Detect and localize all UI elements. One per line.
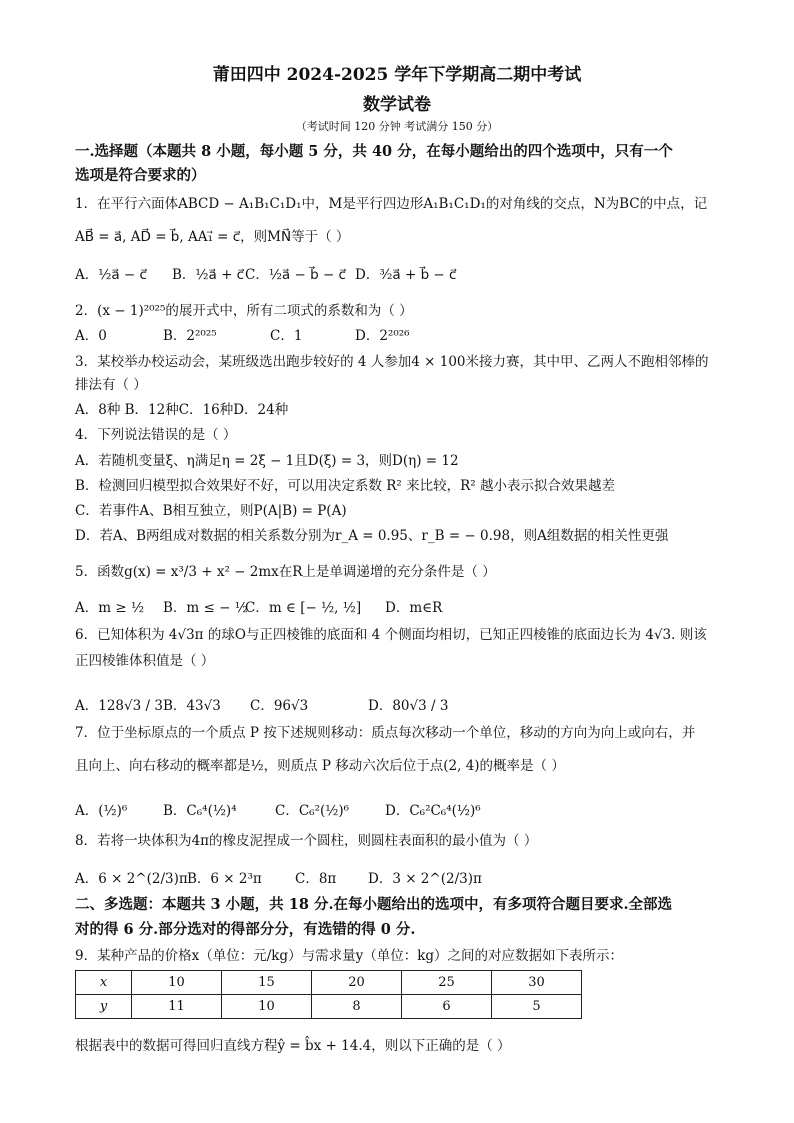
q8-option-d: D．3 × 2^(2/3)π bbox=[368, 871, 482, 887]
q1-option-b: B．½a⃗ + c⃗ bbox=[172, 267, 245, 283]
q1-stem-line2: AB⃗ = a⃗, AD⃗ = b⃗, AA₁⃗ = c⃗，则MN⃗等于（ ） bbox=[75, 229, 350, 245]
q9-stem: 9．某种产品的价格x（单位：元/kg）与需求量y（单位：kg）之间的对应数据如下表所示： bbox=[75, 948, 624, 964]
q1-stem-line1: 1．在平行六面体ABCD − A₁B₁C₁D₁中，M是平行四边形A₁B₁C₁D₁的对角线的交点，N为BC的中点，记 bbox=[75, 196, 708, 212]
table-cell: x bbox=[76, 971, 132, 995]
q1-option-d: D．³⁄₂a⃗ + b⃗ − c⃗ bbox=[355, 267, 457, 283]
q6-option-d: D．80√3 / 3 bbox=[368, 698, 449, 714]
q2-option-a: A．0 bbox=[75, 328, 107, 344]
q8-option-b: B．6 × 2³π bbox=[187, 871, 262, 887]
q2-option-c: C．1 bbox=[270, 328, 303, 344]
q7-option-b: B．C₆⁴(½)⁴ bbox=[163, 803, 237, 819]
table-cell: 6 bbox=[402, 995, 492, 1019]
q6-option-a: A．128√3 / 3 bbox=[75, 698, 163, 714]
table-cell: 20 bbox=[312, 971, 402, 995]
table-cell: 11 bbox=[132, 995, 222, 1019]
table-cell: 10 bbox=[222, 995, 312, 1019]
q5-stem: 5．函数g(x) = x³/3 + x² − 2mx在R上是单调递增的充分条件是（ ） bbox=[75, 564, 496, 580]
q8-option-c: C．8π bbox=[295, 871, 337, 887]
q7-option-c: C．C₆²(½)⁶ bbox=[275, 803, 350, 819]
q3-options: A．8种 B．12种C．16种D．24种 bbox=[75, 402, 289, 418]
q4-option-d: D．若A、B两组成对数据的相关系数分别为r_A = 0.95、r_B = − 0.98，则A组数据的相关性更强 bbox=[75, 528, 669, 544]
q4-option-c: C．若事件A、B相互独立，则P(A|B) = P(A) bbox=[75, 503, 347, 519]
table-cell: 8 bbox=[312, 995, 402, 1019]
q7-option-d: D．C₆²C₆⁴(½)⁶ bbox=[385, 803, 481, 819]
q3-stem-line2: 排法有（ ） bbox=[75, 377, 147, 393]
table-cell: 10 bbox=[132, 971, 222, 995]
q9-regression-line: 根据表中的数据可得回归直线方程ŷ = b̂x + 14.4，则以下正确的是（ ） bbox=[75, 1038, 511, 1054]
table-cell: 15 bbox=[222, 971, 312, 995]
q4-stem: 4．下列说法错误的是（ ） bbox=[75, 427, 237, 443]
q8-option-a: A．6 × 2^(2/3)π bbox=[75, 871, 188, 887]
q2-option-d: D．2²⁰²⁶ bbox=[355, 328, 410, 344]
q1-option-a: A．½a⃗ − c⃗ bbox=[75, 267, 147, 283]
exam-title: 莆田四中 2024-2025 学年下学期高二期中考试 bbox=[212, 65, 582, 85]
price-demand-table bbox=[75, 970, 582, 1019]
q6-option-b: B．43√3 bbox=[163, 698, 221, 714]
q1-option-c: C．½a⃗ − b⃗ − c⃗ bbox=[245, 267, 346, 283]
q7-stem-line1: 7．位于坐标原点的一个质点 P 按下述规则移动：质点每次移动一个单位，移动的方向为向上或向右，并 bbox=[75, 725, 696, 741]
q5-option-b: B．m ≤ − ½ bbox=[163, 600, 248, 616]
q5-option-c: C．m ∈ [− ½, ½] bbox=[245, 600, 362, 616]
section1-heading-line1: 一.选择题（本题共 8 小题，每小题 5 分，共 40 分，在每小题给出的四个选项中，只有一个 bbox=[75, 143, 673, 160]
q6-stem-line2: 正四棱锥体积值是（ ） bbox=[75, 653, 215, 669]
q2-stem: 2．(x − 1)²⁰²⁵的展开式中，所有二项式的系数和为（ ） bbox=[75, 303, 413, 319]
section2-heading-line2: 对的得 6 分.部分选对的得部分分，有选错的得 0 分. bbox=[75, 921, 416, 938]
q5-option-d: D．m∈R bbox=[385, 600, 443, 616]
q7-option-a: A．(½)⁶ bbox=[75, 803, 128, 819]
table-row-y bbox=[76, 995, 582, 1019]
table-cell: 5 bbox=[492, 995, 582, 1019]
exam-subtitle: 数学试卷 bbox=[363, 95, 431, 115]
q8-stem: 8．若将一块体积为4π的橡皮泥捏成一个圆柱，则圆柱表面积的最小值为（ ） bbox=[75, 833, 538, 849]
q7-stem-line2: 且向上、向右移动的概率都是½，则质点 P 移动六次后位于点(2, 4)的概率是（ ） bbox=[75, 758, 565, 774]
q2-option-b: B．2²⁰²⁵ bbox=[163, 328, 217, 344]
exam-info: （考试时间 120 分钟 考试满分 150 分） bbox=[295, 120, 499, 133]
table-cell: 25 bbox=[402, 971, 492, 995]
section2-heading-line1: 二、多选题：本题共 3 小题，共 18 分.在每小题给出的选项中，有多项符合题目要求.全部选 bbox=[75, 896, 673, 913]
q6-option-c: C．96√3 bbox=[250, 698, 309, 714]
table-cell: 30 bbox=[492, 971, 582, 995]
q4-option-b: B．检测回归模型拟合效果好不好，可以用决定系数 R² 来比较，R² 越小表示拟合效果越差 bbox=[75, 478, 615, 494]
q4-option-a: A．若随机变量ξ、η满足η = 2ξ − 1且D(ξ) = 3，则D(η) = 12 bbox=[75, 453, 459, 469]
table-cell: y bbox=[76, 995, 132, 1019]
q3-stem-line1: 3．某校举办校运动会，某班级选出跑步较好的 4 人参加4 × 100米接力赛，其中甲、乙两人不跑相邻棒的 bbox=[75, 354, 709, 370]
q5-option-a: A．m ≥ ½ bbox=[75, 600, 145, 616]
q6-stem-line1: 6．已知体积为 4√3π 的球O与正四棱锥的底面和 4 个侧面均相切，已知正四棱锥的底面边长为 4√3. 则该 bbox=[75, 627, 707, 643]
section1-heading-line2: 选项是符合要求的） bbox=[75, 167, 206, 184]
table-row-x bbox=[76, 971, 582, 995]
